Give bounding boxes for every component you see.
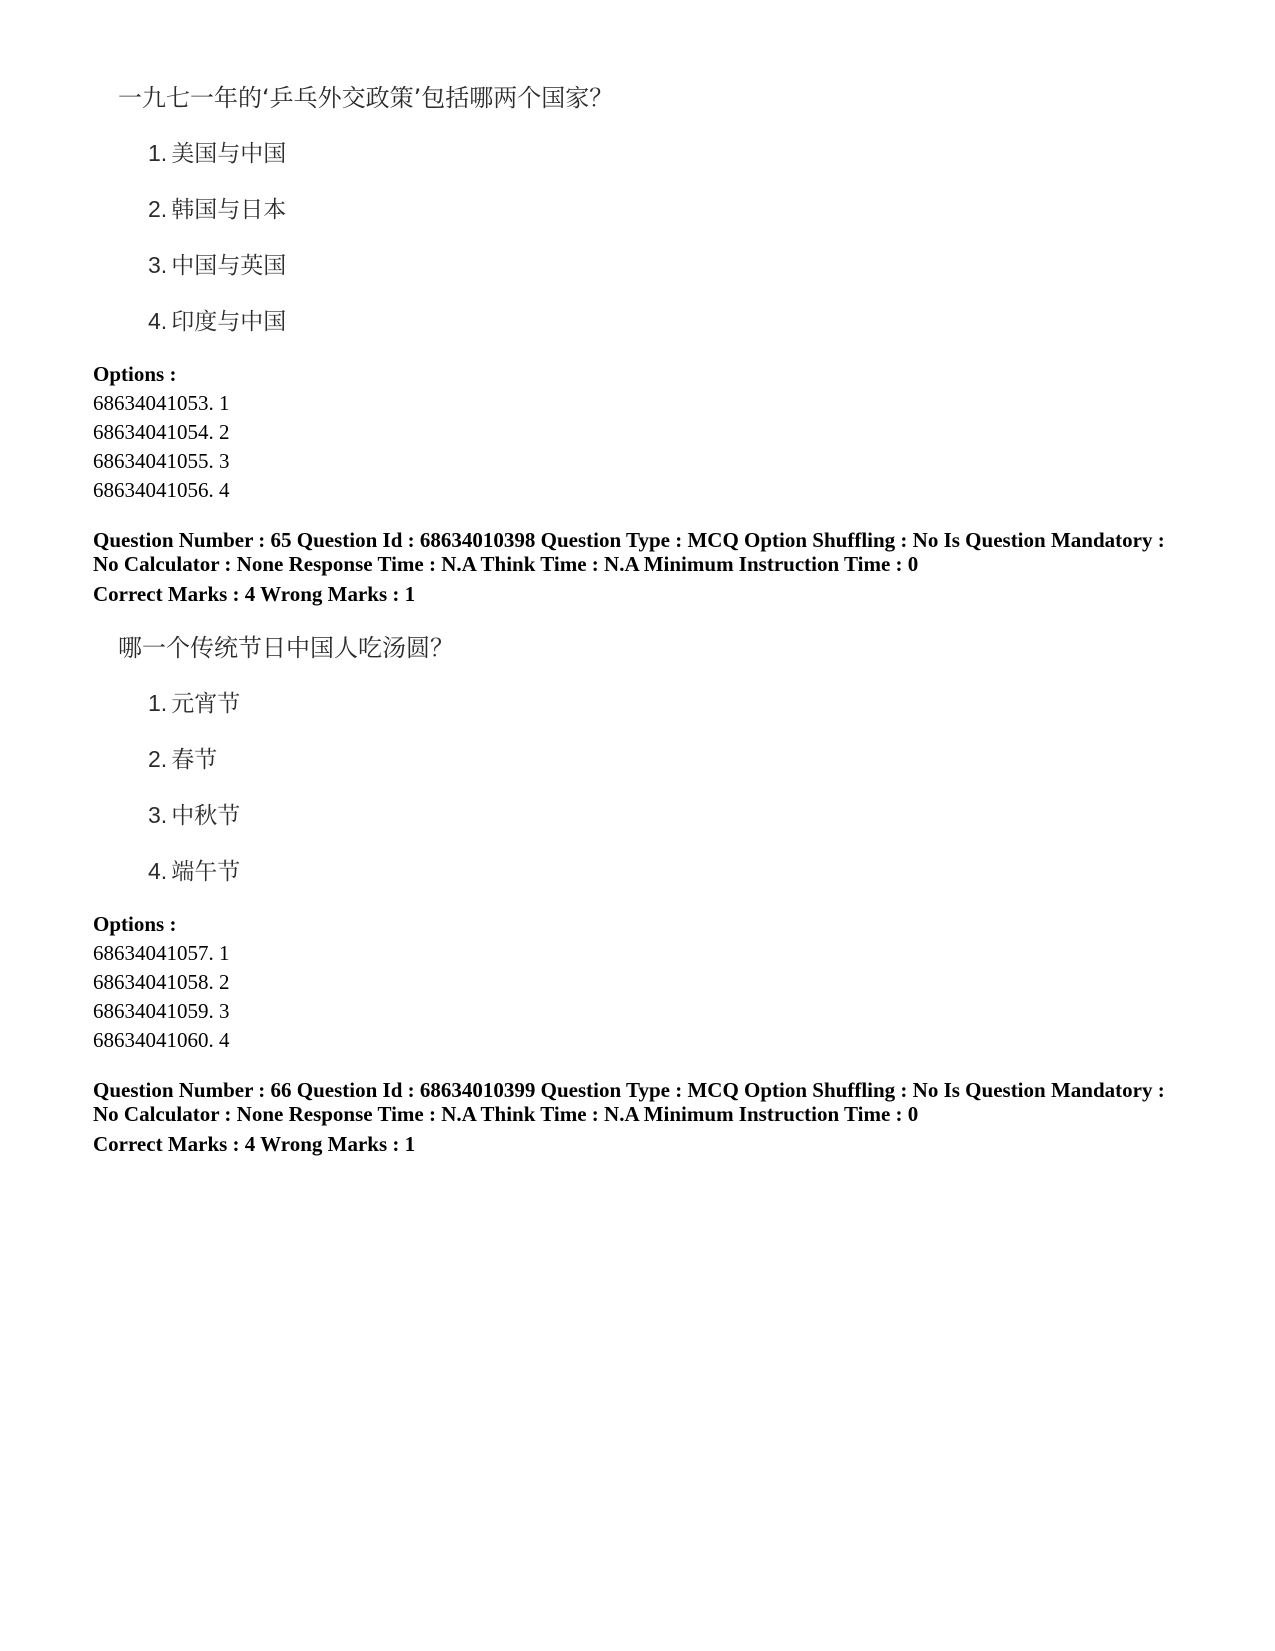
q64-options-label: Options : — [93, 362, 177, 386]
q65-question-image — [92, 632, 652, 886]
q65-metadata — [93, 528, 1243, 606]
q65-choice-3-text: 中秋节 — [171, 803, 241, 829]
q64-choice-2 — [148, 194, 652, 224]
q65-choice-4 — [148, 856, 652, 886]
q65-question-stem: 哪一个传统节日中国人吃汤圆？ — [118, 634, 454, 662]
q64-choice-1-number: 1. — [148, 140, 168, 166]
q64-choice-3 — [148, 250, 652, 280]
q65-option-1: 68634041057. 1 — [93, 941, 230, 965]
q64-choice-2-number: 2. — [148, 196, 168, 222]
q65-choice-3-number: 3. — [148, 802, 168, 828]
q65-choice-1-number: 1. — [148, 690, 168, 716]
q64-choice-4 — [148, 306, 652, 336]
q65-choice-1-text: 元宵节 — [171, 691, 241, 717]
q65-choice-4-text: 端午节 — [171, 859, 241, 885]
q65-marks: Correct Marks : 4 Wrong Marks : 1 — [93, 582, 416, 606]
q64-options — [93, 360, 230, 505]
q65-option-4: 68634041060. 4 — [93, 1028, 230, 1052]
q65-choice-2 — [148, 744, 652, 774]
q65-options-label: Options : — [93, 912, 177, 936]
q65-option-3: 68634041059. 3 — [93, 999, 230, 1023]
q64-option-2: 68634041054. 2 — [93, 420, 230, 444]
q65-meta-line-2: No Calculator : None Response Time : N.A Think Time : N.A Minimum Instruction Time : 0 — [93, 552, 919, 576]
q66-meta-line-2: No Calculator : None Response Time : N.A Think Time : N.A Minimum Instruction Time : 0 — [93, 1102, 919, 1126]
q65-choice-1 — [148, 688, 652, 718]
q65-option-2: 68634041058. 2 — [93, 970, 230, 994]
q64-question-stem: 一九七一年的‘乒乓外交政策’包括哪两个国家？ — [118, 84, 614, 112]
q64-option-1: 68634041053. 1 — [93, 391, 230, 415]
q64-choice-1 — [148, 138, 652, 168]
q64-question-image — [92, 82, 652, 336]
q64-choice-3-text: 中国与英国 — [171, 253, 287, 279]
q64-option-4: 68634041056. 4 — [93, 478, 230, 502]
q64-choice-4-text: 印度与中国 — [171, 309, 287, 335]
q66-marks: Correct Marks : 4 Wrong Marks : 1 — [93, 1132, 416, 1156]
q66-metadata — [93, 1078, 1243, 1156]
q66-meta-line-1: Question Number : 66 Question Id : 68634010399 Question Type : MCQ Option Shuffling : No Is Question Mandatory : — [93, 1078, 1165, 1102]
q65-options — [93, 910, 230, 1055]
q65-choice-4-number: 4. — [148, 858, 168, 884]
q65-choice-2-text: 春节 — [171, 747, 218, 773]
q65-meta-line-1: Question Number : 65 Question Id : 68634010398 Question Type : MCQ Option Shuffling : No Is Question Mandatory : — [93, 528, 1165, 552]
q64-choice-2-text: 韩国与日本 — [171, 197, 287, 223]
q64-choice-1-text: 美国与中国 — [171, 141, 287, 167]
q65-choice-3 — [148, 800, 652, 830]
q65-choice-2-number: 2. — [148, 746, 168, 772]
q64-choice-3-number: 3. — [148, 252, 168, 278]
q64-choice-4-number: 4. — [148, 308, 168, 334]
q64-option-3: 68634041055. 3 — [93, 449, 230, 473]
